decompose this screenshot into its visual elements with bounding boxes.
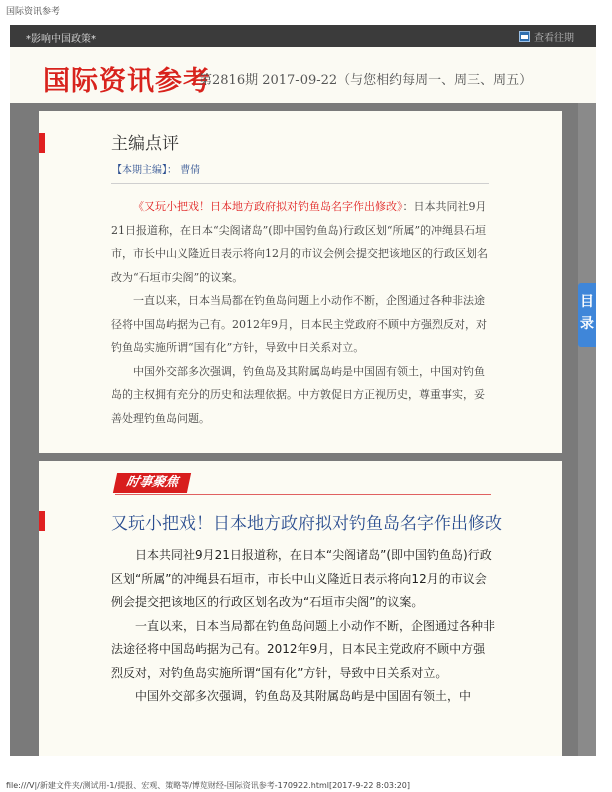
article-paragraph: 一直以来，日本当局都在钓鱼岛问题上小动作不断，企图通过各种非法途径将中国岛屿据为己有。2012年9月，日本民主党政府不顾中方强烈反对，对钓鱼岛实施所谓“国有化”方针，导致中日关系对立。 <box>111 618 496 680</box>
editor-name[interactable]: 曹倩 <box>180 165 201 176</box>
editor-review-card <box>39 111 562 453</box>
editor-tag: 【本期主编】： <box>112 165 177 176</box>
divider <box>111 183 489 184</box>
review-paragraph: 中国外交部多次强调，钓鱼岛及其附属岛屿是中国固有领土，中国对钓鱼岛的主权拥有充分的历史和法理依据。中方敦促日方正视历史，尊重事实，妥善处理钓鱼岛问题。 <box>111 364 485 425</box>
editor-line <box>112 161 200 176</box>
section-marker <box>39 511 45 531</box>
calendar-icon <box>519 31 530 42</box>
newsletter-logo: 国际资讯参考 <box>43 66 211 97</box>
article-body <box>111 544 495 709</box>
toc-button[interactable]: 目 录 <box>578 283 596 347</box>
issue-info: 第2816期 2017-09-22（与您相约每周一、周三、周五） <box>199 73 533 88</box>
review-paragraph: 一直以来，日本当局都在钓鱼岛问题上小动作不断，企图通过各种非法途径将中国岛屿据为己有。2012年9月，日本民主党政府不顾中方强烈反对，对钓鱼岛实施所谓“国有化”方针，导致中日关系对立。 <box>111 294 487 354</box>
section-marker <box>39 133 45 153</box>
article-paragraph: 中国外交部多次强调，钓鱼岛及其附属岛屿是中国固有领土，中 <box>135 689 472 703</box>
newsletter-frame <box>10 25 596 756</box>
slogan: *影响中国政策* <box>26 34 96 45</box>
section-badge: 时事聚焦 <box>113 473 191 493</box>
editor-review-title: 主编点评 <box>111 134 179 154</box>
news-card <box>39 461 562 756</box>
masthead <box>10 47 596 103</box>
review-paragraph: 《又玩小把戏！日本地方政府拟对钓鱼岛名字作出修改》：日本共同社9月21日报道称，在日本“尖阁诸岛”(即中国钓鱼岛)行政区划“所属”的冲绳县石垣市，市长中山义隆近日表示将向12月的市议会例会提交把该地区的行政区划名改为“石垣市尖阁”的议案。 <box>111 200 488 284</box>
scrollbar[interactable] <box>578 103 596 756</box>
print-header: 国际资讯参考 <box>6 7 61 17</box>
article-link[interactable]: 《又玩小把戏！日本地方政府拟对钓鱼岛名字作出修改》 <box>133 200 403 213</box>
article-paragraph: 日本共同社9月21日报道称，在日本“尖阁诸岛”(即中国钓鱼岛)行政区划“所属”的冲绳县石垣市，市长中山义隆近日表示将向12月的市议会例会提交把该地区的行政区划名改为“石垣市尖阁”的议案。 <box>111 548 492 609</box>
top-bar <box>10 25 596 47</box>
editor-review-body <box>111 195 491 430</box>
badge-underline <box>115 494 491 495</box>
history-link[interactable] <box>519 29 574 44</box>
print-footer: file:///V|/新建文件夹/测试用-1/提报、宏观、策略等/博览财经-国际资讯参考-170922.html[2017-9-22 8:03:20] <box>6 781 410 790</box>
article-title[interactable]: 又玩小把戏！日本地方政府拟对钓鱼岛名字作出修改 <box>111 514 502 534</box>
history-label: 查看往期 <box>534 33 574 44</box>
